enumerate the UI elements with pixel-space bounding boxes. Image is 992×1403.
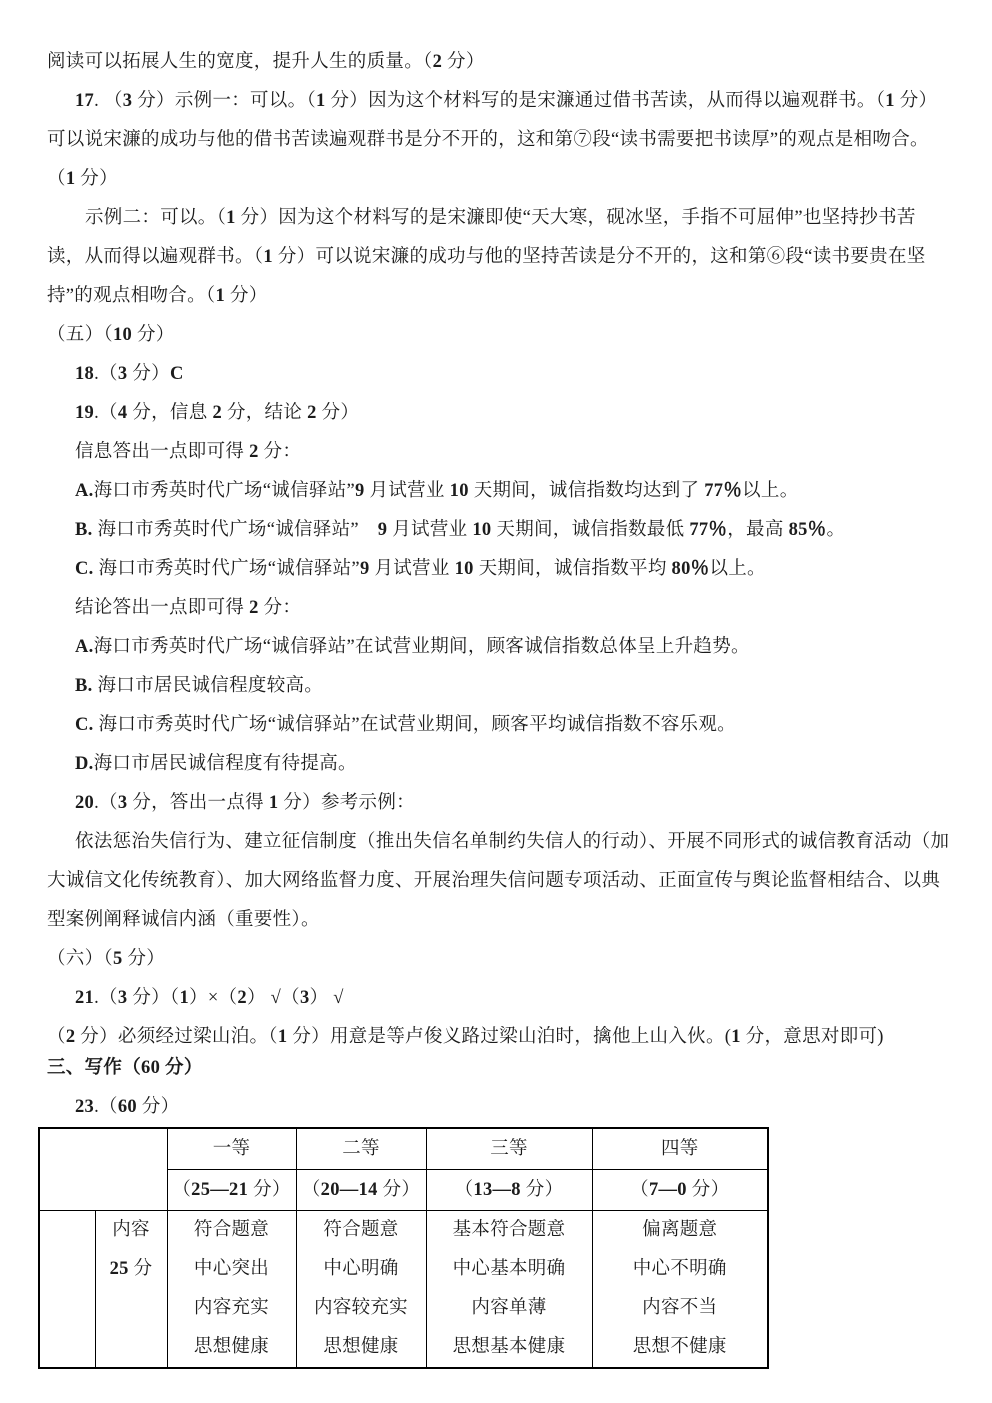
q19-info-note-line: 信息答出一点即可得 2 分： xyxy=(75,442,302,462)
q17-answer-line-1: 17. （3 分）示例一：可以。（1 分）因为这个材料写的是宋濂通过借书苦读，从而得以遍观群书。（1 分） xyxy=(75,91,938,111)
rubric-spanner-cell xyxy=(39,1211,95,1369)
rubric-grade-3-header: 三等 xyxy=(426,1128,592,1170)
rubric-criteria-grade-3 xyxy=(426,1211,592,1369)
criteria-line: 基本符合题意 xyxy=(452,1220,566,1240)
q19-info-option-a: A.海口市秀英时代广场“诚信驿站”9 月试营业 10 天期间，诚信指数均达到了 77％以上。 xyxy=(75,481,799,501)
q20-example-line-3: 型案例阐释诚信内涵（重要性）。 xyxy=(47,910,320,930)
q19-concl-option-b: B. 海口市居民诚信程度较高。 xyxy=(75,676,324,696)
q16-tail-line: 阅读可以拓展人生的宽度，提升人生的质量。（2 分） xyxy=(47,52,485,72)
rubric-row-label-score: 25 分 xyxy=(109,1259,153,1279)
criteria-line: 内容充实 xyxy=(193,1298,270,1318)
q19-info-option-c: C. 海口市秀英时代广场“诚信驿站”9 月试营业 10 天期间，诚信指数平均 80％以上。 xyxy=(75,559,766,579)
rubric-row-label-cell xyxy=(95,1211,167,1369)
q17-example2-line-3: 持”的观点相吻合。（1 分） xyxy=(47,286,268,306)
q23-score-line: 23.（60 分） xyxy=(75,1097,180,1117)
section-5-heading: （五）（10 分） xyxy=(47,325,175,345)
rubric-criteria-grade-4 xyxy=(592,1211,768,1369)
criteria-line: 中心基本明确 xyxy=(452,1259,566,1279)
q20-example-line-2: 大诚信文化传统教育）、加大网络监督力度、开展治理失信问题专项活动、正面宣传与舆论监督相结合、以典 xyxy=(47,871,941,891)
q19-concl-option-d: D.海口市居民诚信程度有待提高。 xyxy=(75,754,357,774)
criteria-line: 中心突出 xyxy=(193,1259,270,1279)
rubric-content-row xyxy=(39,1211,768,1369)
q18-answer-line: 18.（3 分）C xyxy=(75,364,184,384)
rubric-criteria-grade-1 xyxy=(167,1211,296,1369)
q19-info-option-b: B. 海口市秀英时代广场“诚信驿站” 9 月试营业 10 天期间，诚信指数最低 77％，最高 85％。 xyxy=(75,520,846,540)
q20-answer-line: 20.（3 分，答出一点得 1 分）参考示例： xyxy=(75,793,415,813)
q17-answer-line-3: （1 分） xyxy=(47,169,118,189)
q20-example-line-1: 依法惩治失信行为、建立征信制度（推出失信名单制约失信人的行动）、开展不同形式的诚信教育活动（加 xyxy=(75,832,950,852)
writing-section-heading: 三、写作（60 分） xyxy=(47,1058,203,1078)
q19-concl-option-a: A.海口市秀英时代广场“诚信驿站”在试营业期间，顾客诚信指数总体呈上升趋势。 xyxy=(75,637,750,657)
rubric-criteria-grade-2 xyxy=(296,1211,426,1369)
q21-answer-line: 21.（3 分）（1）×（2） √（3） √ xyxy=(75,988,344,1008)
rubric-range-3-cell: （13—8 分） xyxy=(426,1170,592,1211)
q19-answer-line: 19.（4 分，信息 2 分，结论 2 分） xyxy=(75,403,360,423)
q17-example2-line-1: 示例二：可以。（1 分）因为这个材料写的是宋濂即使“天大寒，砚冰坚，手指不可屈伸”也坚持抄书苦 xyxy=(85,208,916,228)
section-6-heading: （六）（5 分） xyxy=(47,949,166,969)
rubric-corner-cell xyxy=(39,1128,167,1211)
criteria-line: 内容较充实 xyxy=(313,1298,408,1318)
criteria-line: 思想不健康 xyxy=(632,1337,727,1357)
q19-concl-option-c: C. 海口市秀英时代广场“诚信驿站”在试营业期间，顾客平均诚信指数不容乐观。 xyxy=(75,715,736,735)
criteria-line: 内容单薄 xyxy=(471,1298,547,1318)
rubric-grade-header-row xyxy=(39,1128,768,1170)
criteria-line: 中心不明确 xyxy=(632,1259,727,1279)
criteria-line: 偏离题意 xyxy=(642,1220,718,1240)
q17-answer-line-2: 可以说宋濂的成功与他的借书苦读遍观群书是分不开的，这和第⑦段“读书需要把书读厚”的观点是相吻合。 xyxy=(47,130,929,150)
q19-concl-note-line: 结论答出一点即可得 2 分： xyxy=(75,598,302,618)
rubric-grade-4-header: 四等 xyxy=(592,1128,768,1170)
criteria-line: 符合题意 xyxy=(323,1220,399,1240)
criteria-line: 思想健康 xyxy=(323,1337,399,1357)
rubric-range-2-cell: （20—14 分） xyxy=(296,1170,426,1211)
rubric-grade-2-header: 二等 xyxy=(296,1128,426,1170)
rubric-row-label-name: 内容 xyxy=(112,1220,150,1240)
criteria-line: 符合题意 xyxy=(193,1220,270,1240)
criteria-line: 思想基本健康 xyxy=(452,1337,566,1357)
criteria-line: 思想健康 xyxy=(193,1337,270,1357)
rubric-range-4-cell: （7—0 分） xyxy=(592,1170,768,1211)
q22-answer-line: （2 分）必须经过梁山泊。（1 分）用意是等卢俊义路过梁山泊时，擒他上山入伙。(1 分，意思对即可) xyxy=(47,1027,884,1047)
grading-rubric-table xyxy=(38,1127,769,1369)
rubric-range-1-cell: （25—21 分） xyxy=(167,1170,296,1211)
criteria-line: 内容不当 xyxy=(642,1298,718,1318)
criteria-line: 中心明确 xyxy=(323,1259,399,1279)
rubric-grade-1-header: 一等 xyxy=(167,1128,296,1170)
q17-example2-line-2: 读，从而得以遍观群书。（1 分）可以说宋濂的成功与他的坚持苦读是分不开的，这和第⑥段“读书要贵在坚 xyxy=(47,247,926,267)
